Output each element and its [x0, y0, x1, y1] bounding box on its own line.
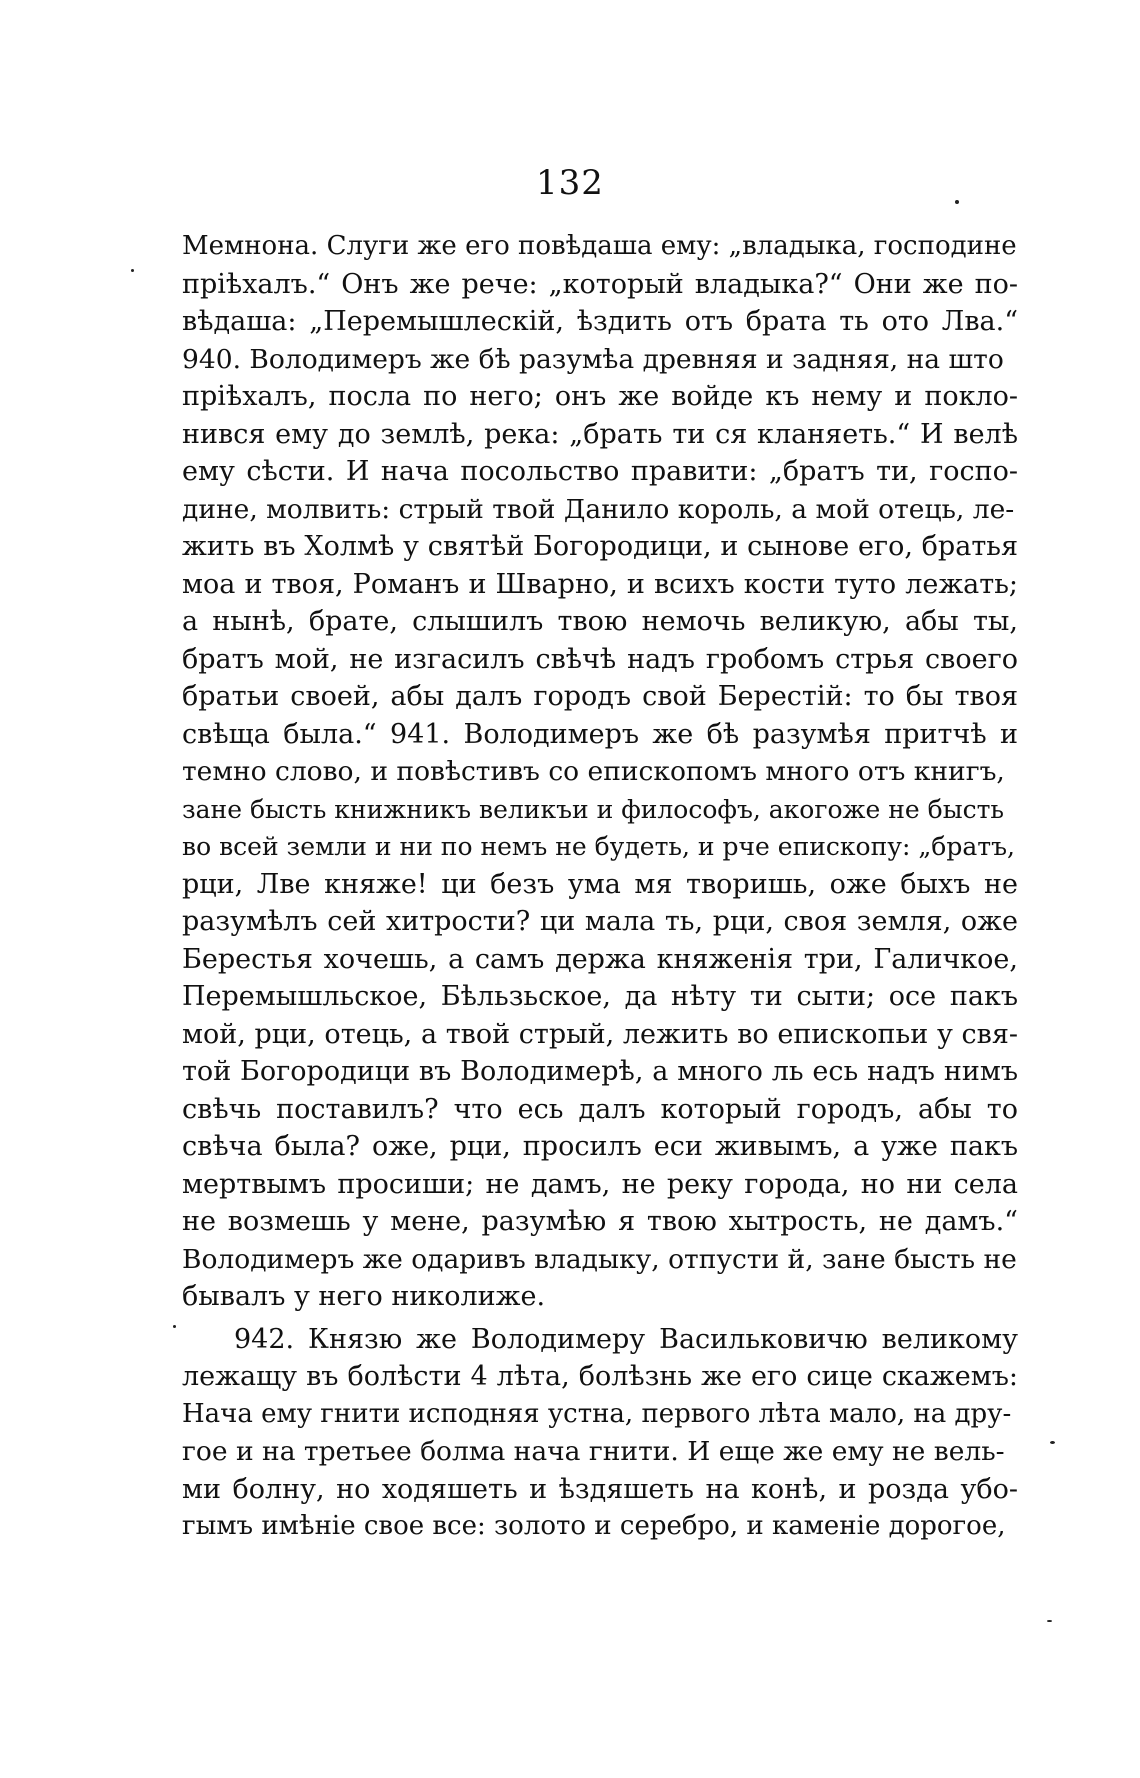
text-line: пріѣхалъ.“ Онъ же рече: „который владыка?“ Они же по-: [182, 268, 1018, 300]
text-line: зане бысть книжникъ великъи и философъ, акогоже не бысть: [182, 794, 1005, 824]
paragraph-2: [182, 1321, 1018, 1546]
paragraph-1: [182, 228, 1018, 1316]
text-line: во всей земли и ни по немъ не будеть, и рче епископу: „братъ,: [182, 832, 1015, 861]
text-line: дине, молвить: стрый твой Данило король, а мой отець, ле-: [182, 493, 1015, 525]
text-line: гое и на третьее болма нача гнити. И еще же ему не вель-: [182, 1436, 1005, 1467]
text-line: свѣчь поставилъ? что есь далъ который городъ, абы то: [182, 1093, 1018, 1125]
scan-speck: [173, 1325, 176, 1328]
text-line: мертвымъ просиши; не дамъ, не реку города, но ни села: [182, 1168, 1018, 1200]
text-line: темно слово, и повѣстивъ со епископомъ много отъ книгъ,: [182, 756, 1005, 787]
text-line: свѣча была? оже, рци, просилъ еси живымъ, а уже пакъ: [182, 1131, 1018, 1162]
text-line: ми болну, но ходяшеть и ѣздяшеть на конѣ, и розда убо-: [182, 1473, 1018, 1505]
text-line: нився ему до землѣ, река: „брать ти ся кланяеть.“ И велѣ: [182, 418, 1018, 450]
text-line: братьи своей, абы далъ городъ свой Берестій: то бы твоя: [182, 681, 1018, 712]
text-line: гымъ имѣніе свое все: золото и серебро, и каменіе дорогое,: [182, 1511, 1006, 1541]
text-line: а нынѣ, брате, слышилъ твою немочь великую, абы ты,: [182, 606, 1018, 637]
text-line: моа и твоя, Романъ и Шварно, и всихъ кости туто лежать;: [182, 568, 1018, 600]
scan-speck: [1047, 1620, 1052, 1622]
text-line: свѣща была.“ 941. Володимеръ же бѣ разумѣя притчѣ и: [182, 718, 1018, 750]
text-line: разумѣлъ сей хитрости? ци мала ть, рци, своя земля, оже: [182, 906, 1018, 937]
scan-speck: [1050, 1441, 1055, 1444]
body-text: [182, 228, 1018, 1546]
text-line: пріѣхалъ, посла по него; онъ же войде къ нему и покло-: [182, 381, 1018, 412]
text-line: Берестья хочешь, а самъ держа княженія три, Галичкое,: [182, 943, 1018, 975]
text-line: той Богородици въ Володимерѣ, а много ль есь надъ нимъ: [182, 1056, 1018, 1087]
text-line: Нача ему гнити исподняя устна, первого лѣта мало, на дру-: [182, 1398, 1012, 1429]
page-number: 132: [536, 163, 604, 203]
text-line: бывалъ у него николиже.: [182, 1281, 546, 1312]
scan-speck: [131, 269, 134, 272]
text-line: лежащу въ болѣсти 4 лѣта, болѣзнь же его сице скажемъ:: [182, 1361, 1018, 1392]
text-line: не возмешь у мене, разумѣю я твою хытрость, не дамъ.“: [182, 1206, 1018, 1237]
text-line: мой, рци, отець, а твой стрый, лежить во епископьи у свя-: [182, 1018, 1018, 1050]
text-line: братъ мой, не изгасилъ свѣчѣ надъ гробомъ стрья своего: [182, 643, 1018, 675]
text-line: жить въ Холмѣ у святѣй Богородици, и сынове его, братья: [182, 531, 1018, 562]
text-line: рци, Лве княже! ци безъ ума мя творишь, оже быхъ не: [182, 868, 1018, 900]
text-line: Перемышльское, Бѣльзьское, да нѣту ти сыти; осе пакъ: [182, 981, 1018, 1012]
text-line: 942. Князю же Володимеру Васильковичю великому: [234, 1323, 1018, 1355]
text-line: вѣдаша: „Перемышлескій, ѣздить отъ брата ть ото Лва.“: [182, 306, 1018, 337]
text-line: 940. Володимеръ же бѣ разумѣа древняя и задняя, на што: [182, 343, 1004, 375]
text-line: Володимеръ же одаривъ владыку, отпусти й, зане бысть не: [182, 1243, 1017, 1275]
text-line: ему сѣсти. И нача посольство правити: „братъ ти, госпо-: [182, 456, 1018, 487]
text-line: Мемнона. Слуги же его повѣдаша ему: „владыка, господине: [182, 231, 1017, 261]
scan-speck: [955, 200, 959, 204]
